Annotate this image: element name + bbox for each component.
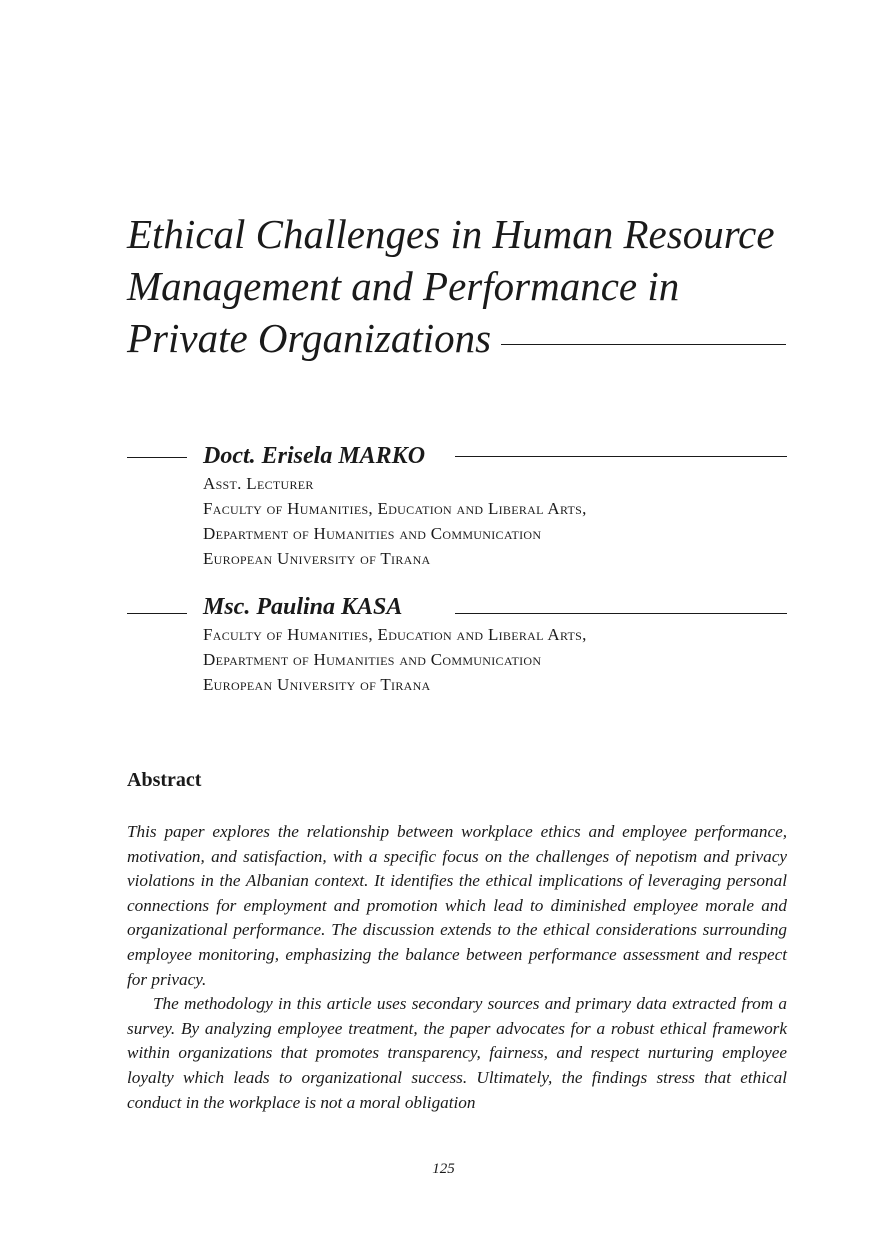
author-header-2 [127, 592, 787, 622]
abstract-paragraph-2: The methodology in this article uses secondary sources and primary data extracted from a survey. By analyzing employee treatment, the paper advocates for a robust ethical framework within organizations that promotes transparency, fairness, and respect nurturing employee loyalty which leads to organizational success. Ultimately, the findings stress that ethical conduct in the workplace is not a moral obligation [127, 994, 787, 1112]
author-header-1 [127, 441, 787, 471]
title-line-3-wrap [127, 312, 807, 364]
title-line-2: Management and Performance in [127, 263, 680, 309]
affiliation-line: Department of Humanities and Communication [203, 524, 542, 543]
title-line-1: Ethical Challenges in Human Resource [127, 211, 775, 257]
author-affiliation-2 [203, 622, 787, 697]
affiliation-line: European University of Tirana [203, 549, 431, 568]
author-rule-left-1 [127, 457, 187, 458]
affiliation-line: Department of Humanities and Communication [203, 650, 542, 669]
author-name-1: Doct. Erisela MARKO [203, 443, 426, 469]
page-number: 125 [432, 1161, 455, 1177]
author-affiliation-1 [203, 471, 787, 571]
author-block-1 [127, 441, 787, 571]
author-name-2: Msc. Paulina KASA [203, 594, 403, 620]
affiliation-line: Asst. Lecturer [203, 474, 314, 493]
abstract-paragraph-1: This paper explores the relationship between workplace ethics and employee performance, motivation, and satisfaction, with a specific focus on the challenges of nepotism and privacy violations in the Albanian context. It identifies the ethical implications of leveraging personal connections for employment and promotion which lead to diminished employee morale and organizational performance. The discussion extends to the ethical considerations surrounding employee monitoring, emphasizing the balance between performance assessment and respect for privacy. [127, 822, 787, 989]
author-rule-right-2 [455, 613, 787, 614]
author-rule-right-1 [455, 456, 787, 457]
affiliation-line: European University of Tirana [203, 675, 431, 694]
abstract-heading: Abstract [127, 769, 202, 791]
title-rule [501, 344, 786, 345]
affiliation-line: Faculty of Humanities, Education and Liberal Arts, [203, 625, 587, 644]
title-line-3: Private Organizations [127, 315, 492, 361]
author-rule-left-2 [127, 613, 187, 614]
abstract-body [127, 820, 787, 1115]
affiliation-line: Faculty of Humanities, Education and Liberal Arts, [203, 499, 587, 518]
article-title [127, 208, 807, 364]
author-block-2 [127, 592, 787, 697]
